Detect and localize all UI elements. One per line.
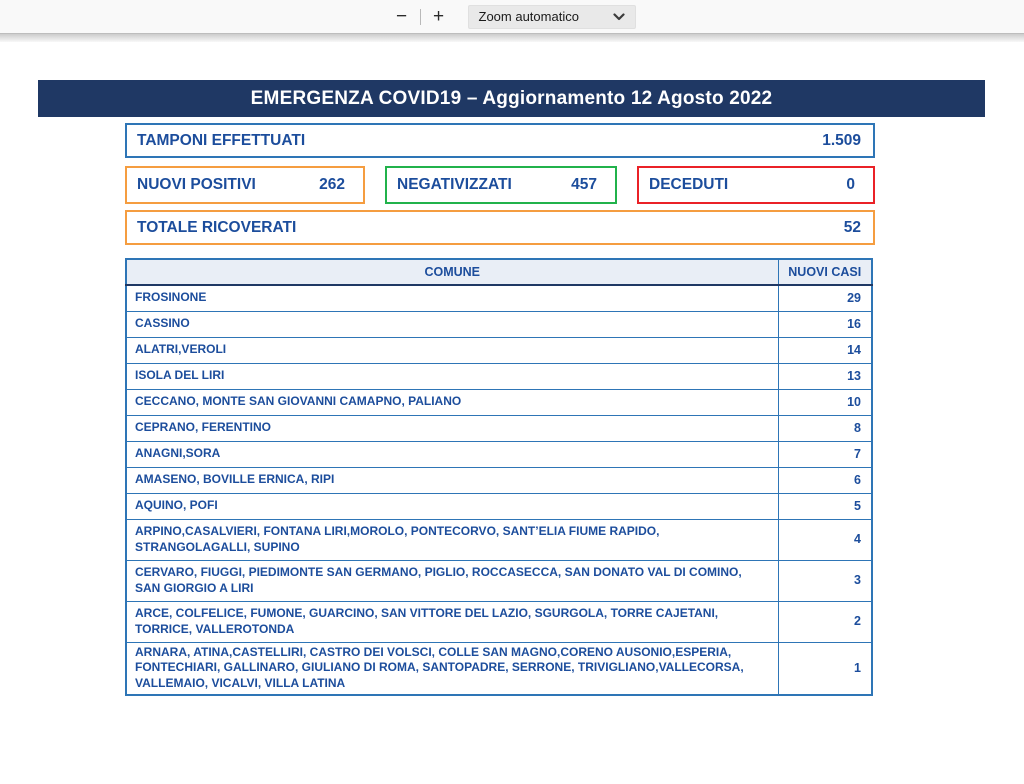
chevron-down-icon xyxy=(613,13,625,21)
zoom-in-button[interactable]: + xyxy=(426,5,452,29)
stat-box-tamponi xyxy=(125,123,875,158)
table-row xyxy=(126,642,872,695)
stat-label: TOTALE RICOVERATI xyxy=(137,218,297,236)
comune-cell: ALATRI,VEROLI xyxy=(126,337,778,363)
comune-cell: ARPINO,CASALVIERI, FONTANA LIRI,MOROLO, PONTECORVO, SANT’ELIA FIUME RAPIDO, STRANGOLAGALLI, SUPINO xyxy=(126,519,778,560)
comune-cell: FROSINONE xyxy=(126,285,778,311)
nuovi-casi-cell: 13 xyxy=(778,363,872,389)
page-title: EMERGENZA COVID19 – Aggiornamento 12 Agosto 2022 xyxy=(250,87,773,109)
nuovi-casi-cell: 2 xyxy=(778,601,872,642)
comuni-table xyxy=(125,258,873,696)
comune-cell: CASSINO xyxy=(126,311,778,337)
comune-cell: AQUINO, POFI xyxy=(126,493,778,519)
table-row xyxy=(126,467,872,493)
nuovi-casi-cell: 16 xyxy=(778,311,872,337)
zoom-select-dropdown[interactable] xyxy=(468,5,636,29)
stat-label: DECEDUTI xyxy=(649,176,729,193)
nuovi-casi-cell: 1 xyxy=(778,642,872,695)
table-row xyxy=(126,363,872,389)
nuovi-casi-cell: 4 xyxy=(778,519,872,560)
comune-cell: ANAGNI,SORA xyxy=(126,441,778,467)
stat-label: TAMPONI EFFETTUATI xyxy=(137,131,306,149)
nuovi-casi-cell: 3 xyxy=(778,560,872,601)
stat-box-totale-ricoverati xyxy=(125,210,875,245)
stat-label: NEGATIVIZZATI xyxy=(397,176,512,193)
stat-box-deceduti xyxy=(637,166,875,204)
table-row xyxy=(126,285,872,311)
stat-value: 1.509 xyxy=(822,131,861,149)
nuovi-casi-cell: 7 xyxy=(778,441,872,467)
comune-cell: ISOLA DEL LIRI xyxy=(126,363,778,389)
stat-box-nuovi-positivi xyxy=(125,166,365,204)
table-header-row xyxy=(126,259,872,285)
nuovi-casi-cell: 14 xyxy=(778,337,872,363)
column-header-comune: COMUNE xyxy=(126,259,778,285)
column-header-nuovi-casi: NUOVI CASI xyxy=(778,259,872,285)
nuovi-casi-cell: 8 xyxy=(778,415,872,441)
stat-label: NUOVI POSITIVI xyxy=(137,176,256,193)
comune-cell: ARCE, COLFELICE, FUMONE, GUARCINO, SAN VITTORE DEL LAZIO, SGURGOLA, TORRE CAJETANI, TORRICE, VALLEROTONDA xyxy=(126,601,778,642)
table-row xyxy=(126,389,872,415)
zoom-select-value: Zoom automatico xyxy=(478,9,579,24)
table-row xyxy=(126,311,872,337)
table-row xyxy=(126,493,872,519)
toolbar-shadow xyxy=(0,33,1024,42)
pdf-toolbar xyxy=(0,0,1024,33)
comune-cell: CEPRANO, FERENTINO xyxy=(126,415,778,441)
zoom-out-button[interactable]: − xyxy=(389,5,415,29)
nuovi-casi-cell: 5 xyxy=(778,493,872,519)
page-title-banner xyxy=(38,80,985,117)
stat-value: 0 xyxy=(846,176,855,193)
comune-cell: ARNARA, ATINA,CASTELLIRI, CASTRO DEI VOLSCI, COLLE SAN MAGNO,CORENO AUSONIO,ESPERIA, FONTECHIARI, GALLINARO, GIULIANO DI ROMA, SANTOPADRE, SERRONE, TRIVIGLIANO,VALLECORSA, VALLEMAIO, VICALVI, VILLA LATINA xyxy=(126,642,778,695)
stat-value: 52 xyxy=(843,218,861,236)
comune-cell: CECCANO, MONTE SAN GIOVANNI CAMAPNO, PALIANO xyxy=(126,389,778,415)
table-row xyxy=(126,337,872,363)
table-row xyxy=(126,415,872,441)
table-row xyxy=(126,560,872,601)
stat-value: 262 xyxy=(319,176,345,193)
nuovi-casi-cell: 29 xyxy=(778,285,872,311)
comune-cell: CERVARO, FIUGGI, PIEDIMONTE SAN GERMANO, PIGLIO, ROCCASECCA, SAN DONATO VAL DI COMINO, SAN GIORGIO A LIRI xyxy=(126,560,778,601)
table-row xyxy=(126,441,872,467)
comune-cell: AMASENO, BOVILLE ERNICA, RIPI xyxy=(126,467,778,493)
nuovi-casi-cell: 6 xyxy=(778,467,872,493)
table-row xyxy=(126,519,872,560)
stat-value: 457 xyxy=(571,176,597,193)
table-row xyxy=(126,601,872,642)
toolbar-divider xyxy=(420,9,421,25)
stat-box-negativizzati xyxy=(385,166,617,204)
nuovi-casi-cell: 10 xyxy=(778,389,872,415)
